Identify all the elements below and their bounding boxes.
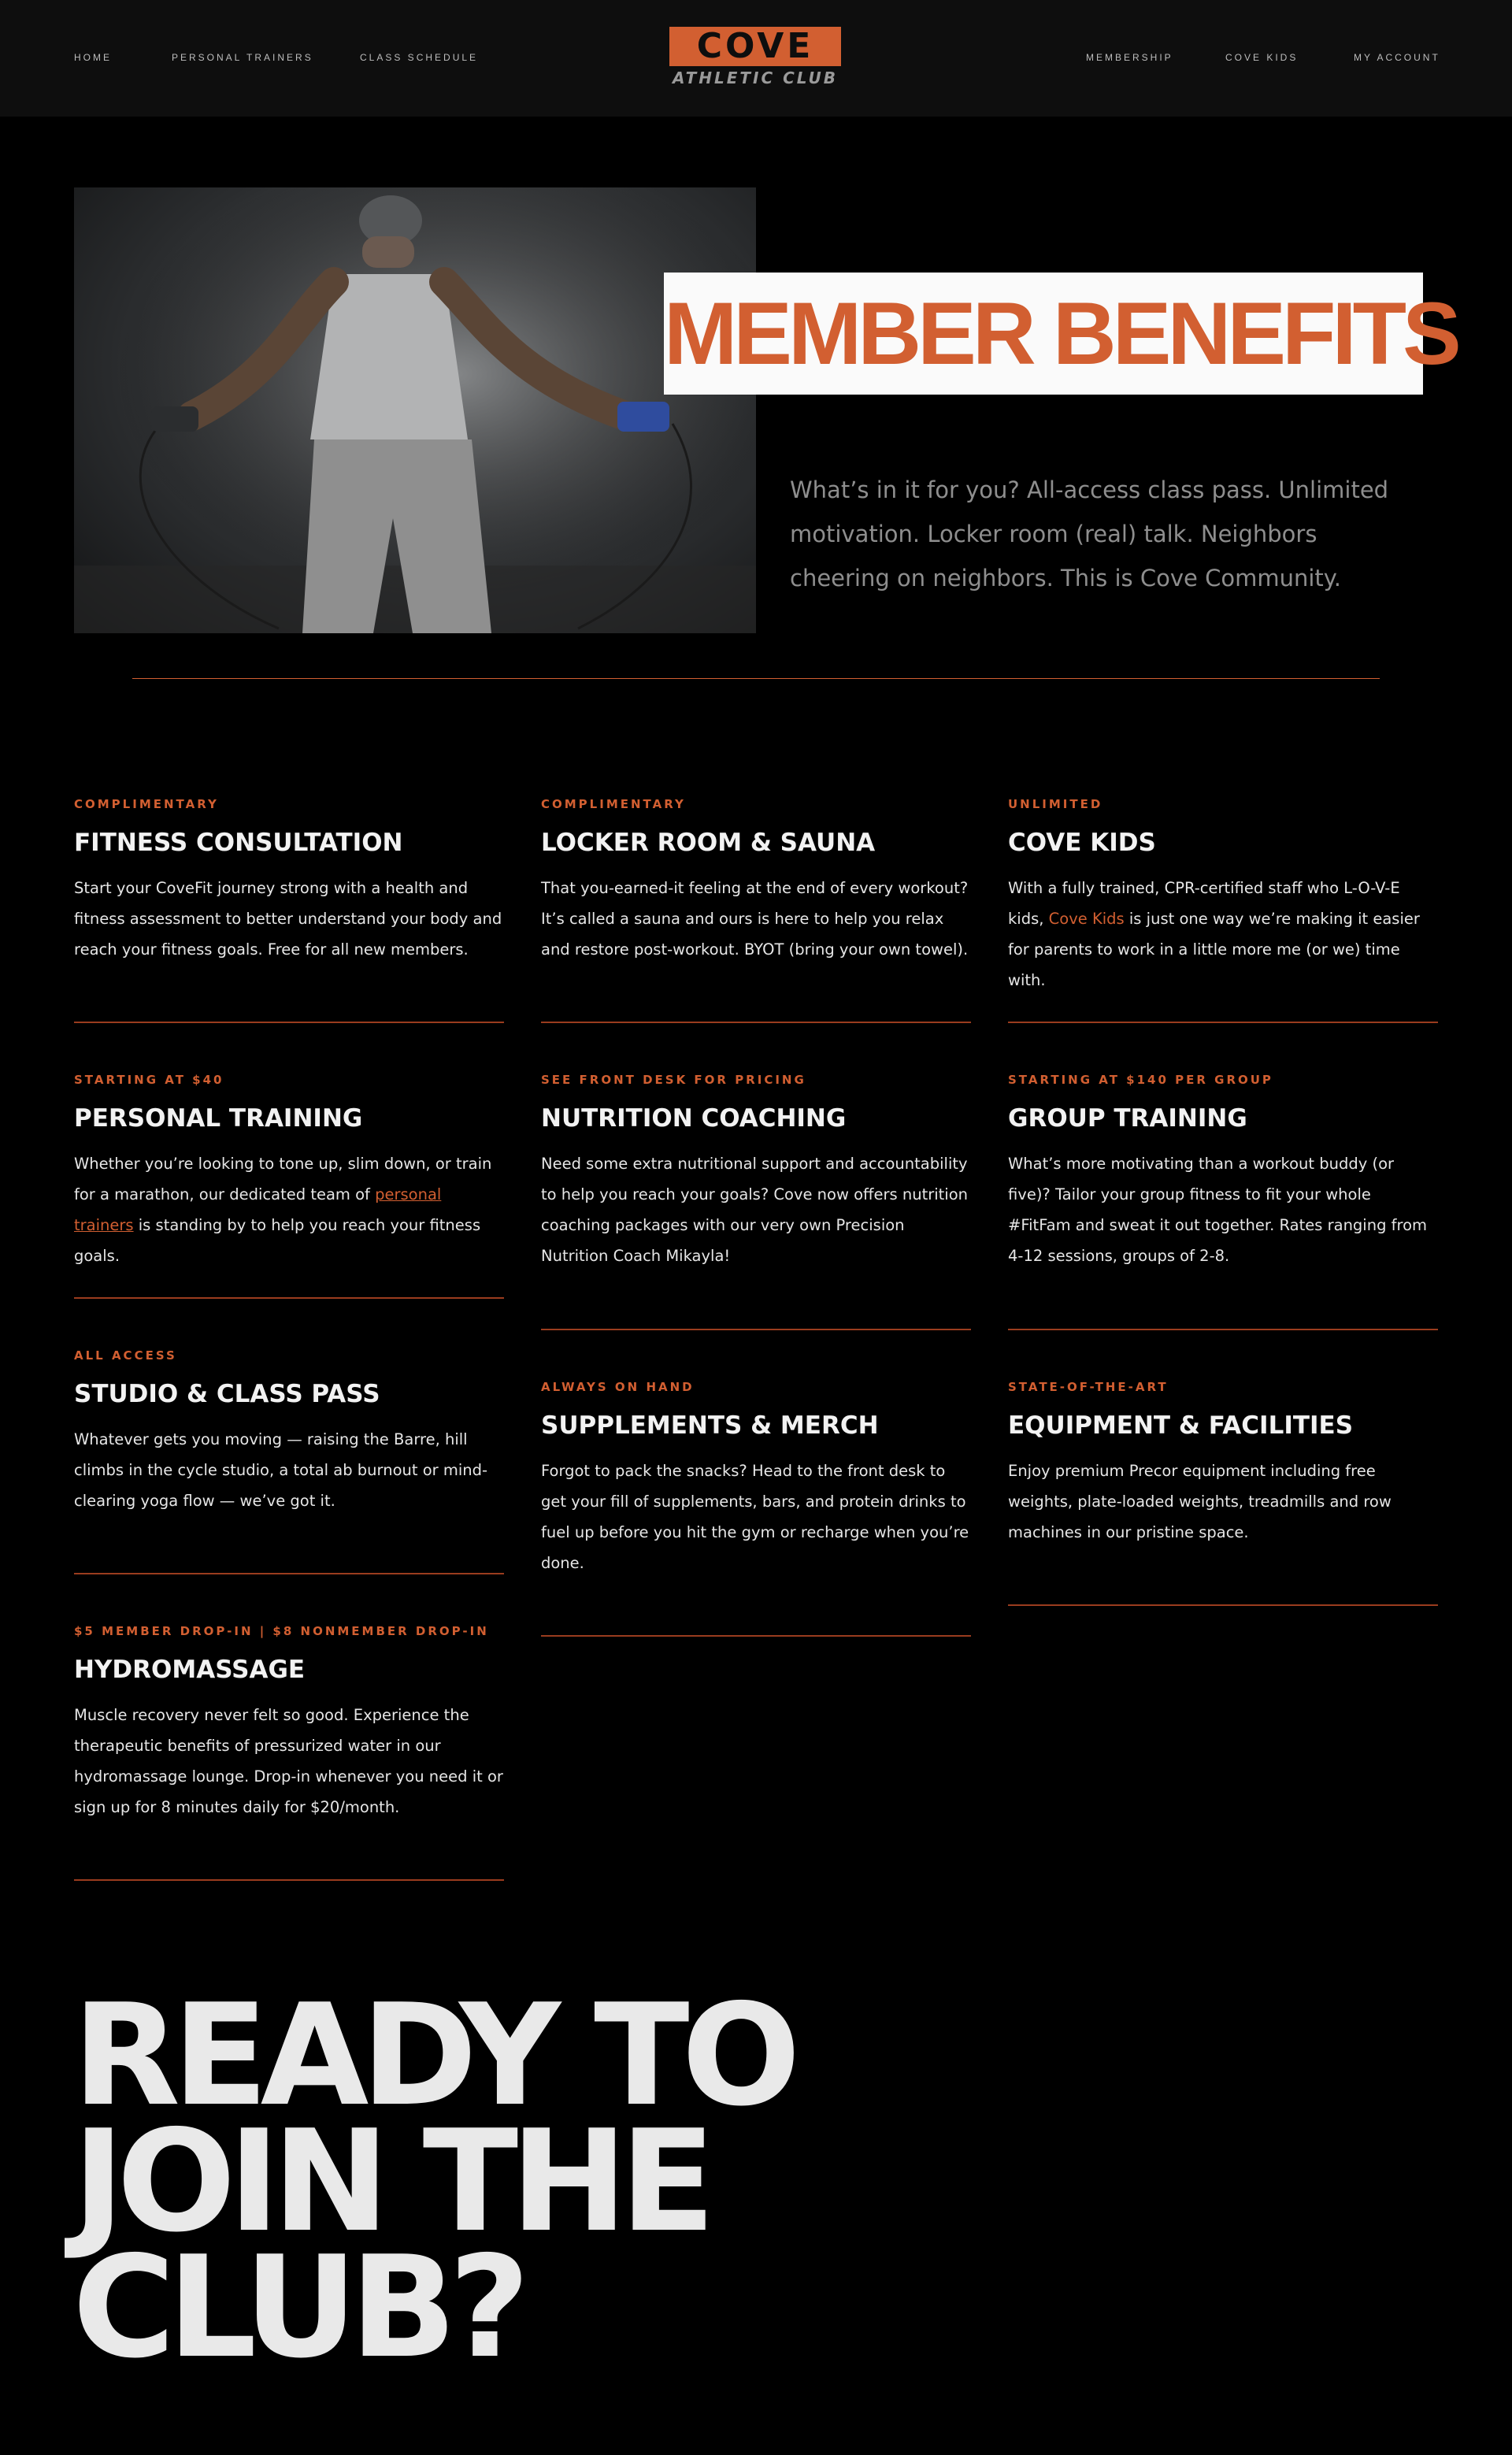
benefit-card-locker-room-sauna [541, 797, 971, 965]
site-header [0, 0, 1512, 117]
benefit-card-equipment-facilities [1008, 1380, 1438, 1548]
logo-subtitle: ATHLETIC CLUB [673, 69, 838, 87]
benefit-divider [1008, 1022, 1438, 1023]
benefit-description: Forgot to pack the snacks? Head to the front desk to get your fill of supplements, bars, and protein drinks to fuel up before you hit the gym or recharge when you’re done. [541, 1462, 969, 1572]
benefit-card-cove-kids [1008, 797, 1438, 996]
benefit-card-supplements-merch [541, 1380, 971, 1578]
nav-personal-trainers[interactable]: PERSONAL TRAINERS [172, 52, 313, 63]
benefit-divider [1008, 1604, 1438, 1606]
personal-trainers-link[interactable]: personal trainers [74, 1185, 442, 1234]
benefit-title: SUPPLEMENTS & MERCH [541, 1411, 879, 1440]
benefit-eyebrow: COMPLIMENTARY [74, 797, 219, 811]
hero-intro-text: What’s in it for you? All-access class pass. Unlimited motivation. Locker room (real) talk. Neighbors cheering on neighbors. This is Cove Community. [790, 477, 1389, 591]
jump-rope-athlete-illustration [74, 187, 756, 633]
logo-wordmark: COVE [696, 26, 814, 66]
benefit-description: Need some extra nutritional support and accountability to help you reach your goals? Cove now offers nutrition coaching packages with our very own Precision Nutrition Coach Mikayla! [541, 1155, 969, 1265]
benefit-eyebrow: UNLIMITED [1008, 797, 1103, 811]
benefit-title: FITNESS CONSULTATION [74, 829, 403, 857]
benefit-eyebrow: ALWAYS ON HAND [541, 1380, 695, 1394]
benefit-description-text: With a fully trained, CPR-certified staff who L-O-V-E kids, [1008, 879, 1400, 928]
benefit-divider [541, 1022, 971, 1023]
benefit-description-text: is just one way we’re making it easier for parents to work in a little more me (or we) time with. [1008, 910, 1420, 989]
benefit-eyebrow: STARTING AT $140 PER GROUP [1008, 1073, 1273, 1087]
benefit-divider [541, 1329, 971, 1330]
benefit-eyebrow: COMPLIMENTARY [541, 797, 686, 811]
nav-class-schedule[interactable]: CLASS SCHEDULE [360, 52, 479, 63]
benefit-divider [74, 1879, 504, 1881]
cove-kids-highlight: Cove Kids [1048, 910, 1125, 928]
nav-membership[interactable]: MEMBERSHIP [1086, 52, 1173, 63]
benefit-description: Enjoy premium Precor equipment including free weights, plate-loaded weights, treadmills and row machines in our pristine space. [1008, 1462, 1392, 1541]
section-divider [132, 678, 1380, 679]
benefit-eyebrow: ALL ACCESS [74, 1348, 177, 1363]
benefit-title: EQUIPMENT & FACILITIES [1008, 1411, 1354, 1440]
benefit-description-text: is standing by to help you reach your fitness goals. [74, 1216, 481, 1265]
benefit-eyebrow: $5 MEMBER DROP-IN | $8 NONMEMBER DROP-IN [74, 1624, 489, 1638]
benefit-divider [74, 1573, 504, 1574]
benefit-title: GROUP TRAINING [1008, 1104, 1247, 1133]
benefit-description: Whatever gets you moving — raising the Barre, hill climbs in the cycle studio, a total ab burnout or mind-clearing yoga flow — we’ve got it. [74, 1430, 488, 1510]
nav-my-account[interactable]: MY ACCOUNT [1354, 52, 1440, 63]
benefit-title: HYDROMASSAGE [74, 1656, 306, 1684]
nav-cove-kids[interactable]: COVE KIDS [1225, 52, 1299, 63]
hero-title-panel [664, 273, 1458, 395]
benefit-title: NUTRITION COACHING [541, 1104, 847, 1133]
benefit-title: PERSONAL TRAINING [74, 1104, 363, 1133]
benefit-description: Start your CoveFit journey strong with a health and fitness assessment to better understand your body and reach your fitness goals. Free for all new members. [74, 879, 502, 959]
join-club-heading: READY TO JOIN THE CLUB? [72, 1974, 793, 2389]
hero-photo [74, 187, 756, 633]
benefit-eyebrow: STATE-OF-THE-ART [1008, 1380, 1169, 1394]
benefit-description: What’s more motivating than a workout buddy (or five)? Tailor your group fitness to fit your whole #FitFam and sweat it out together. Rates ranging from 4-12 sessions, groups of 2-8. [1008, 1155, 1428, 1265]
benefit-divider [74, 1022, 504, 1023]
benefit-card-personal-training [74, 1073, 504, 1271]
benefit-title: LOCKER ROOM & SAUNA [541, 829, 876, 857]
benefit-card-nutrition-coaching [541, 1073, 971, 1271]
benefit-description-text: Whether you’re looking to tone up, slim down, or train for a marathon, our dedicated team of [74, 1155, 492, 1203]
benefit-title: STUDIO & CLASS PASS [74, 1380, 380, 1408]
benefit-eyebrow: STARTING AT $40 [74, 1073, 224, 1087]
site-logo[interactable] [669, 27, 844, 91]
benefit-divider [74, 1297, 504, 1299]
benefit-card-studio-class-pass [74, 1348, 504, 1516]
benefit-card-fitness-consultation [74, 797, 504, 965]
benefit-card-group-training [1008, 1073, 1438, 1271]
page-title: MEMBER BENEFITS [664, 284, 1458, 383]
nav-home[interactable]: HOME [74, 52, 112, 63]
benefit-title: COVE KIDS [1008, 829, 1156, 857]
benefit-divider [1008, 1329, 1438, 1330]
benefit-description: Muscle recovery never felt so good. Experience the therapeutic benefits of pressurized water in our hydromassage lounge. Drop-in whenever you need it or sign up for 8 minutes daily for $20/month. [74, 1706, 503, 1816]
benefit-description [1008, 873, 1438, 996]
benefit-card-hydromassage [74, 1624, 504, 1823]
benefit-description: That you-earned-it feeling at the end of every workout? It’s called a sauna and ours is here to help you relax and restore post-workout. BYOT (bring your own towel). [541, 879, 969, 959]
benefit-eyebrow: SEE FRONT DESK FOR PRICING [541, 1073, 806, 1087]
benefit-divider [541, 1635, 971, 1637]
benefit-description [74, 1148, 504, 1271]
